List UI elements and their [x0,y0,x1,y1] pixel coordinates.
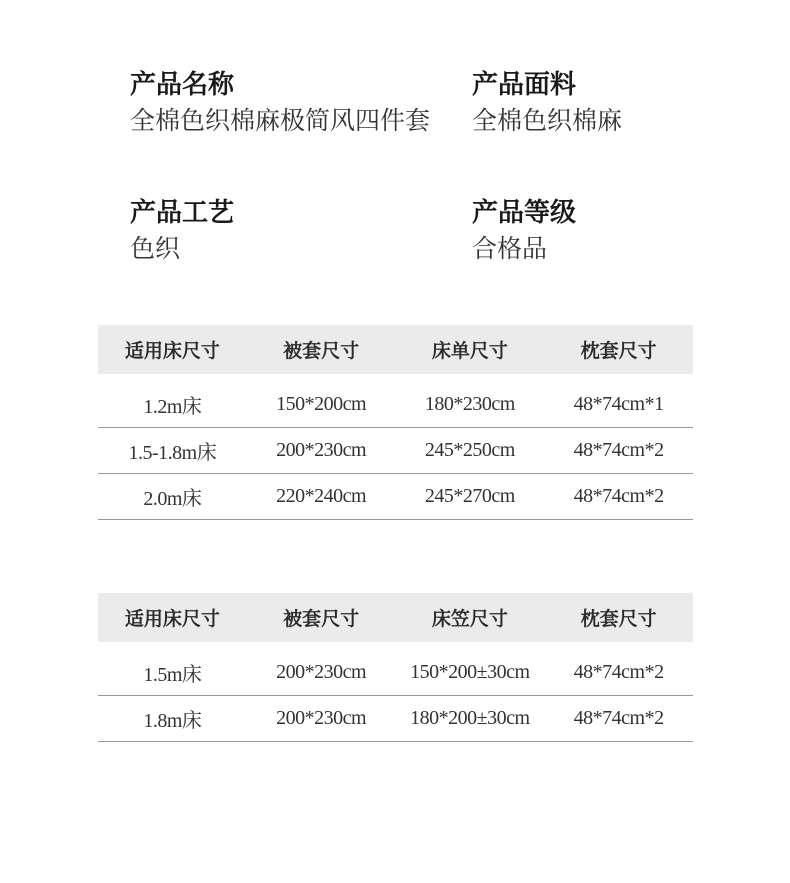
cell-bed-size: 1.8m床 [98,696,247,742]
header-bed-size: 适用床尺寸 [98,325,247,374]
cell-duvet-size: 200*230cm [247,696,396,742]
table-row [98,428,693,474]
header-fitted-sheet-size: 床笠尺寸 [396,593,545,642]
cell-sheet-size: 180*230cm [396,382,545,428]
cell-bed-size: 1.2m床 [98,382,247,428]
product-fabric-block [472,68,622,138]
header-duvet-size: 被套尺寸 [247,593,396,642]
table-row [98,474,693,520]
product-name-block [130,68,430,138]
header-pillowcase-size: 枕套尺寸 [544,593,693,642]
cell-pillowcase-size: 48*74cm*2 [544,474,693,520]
cell-bed-size: 1.5-1.8m床 [98,428,247,474]
cell-sheet-size: 245*250cm [396,428,545,474]
flat-sheet-size-table [98,325,693,520]
product-grade-value: 合格品 [472,234,548,263]
cell-bed-size: 1.5m床 [98,650,247,696]
product-grade-label: 产品等级 [472,198,577,228]
fitted-sheet-size-table [98,593,693,742]
table-row [98,696,693,742]
product-craft-value: 色织 [130,234,181,263]
cell-pillowcase-size: 48*74cm*2 [544,696,693,742]
product-craft-block [130,196,234,266]
table-header-row [98,593,693,642]
product-fabric-value: 全棉色织棉麻 [472,106,623,135]
cell-duvet-size: 200*230cm [247,428,396,474]
cell-pillowcase-size: 48*74cm*1 [544,382,693,428]
table-row [98,650,693,696]
product-name-value: 全棉色织棉麻极简风四件套 [130,106,431,135]
cell-pillowcase-size: 48*74cm*2 [544,428,693,474]
header-duvet-size: 被套尺寸 [247,325,396,374]
cell-sheet-size: 245*270cm [396,474,545,520]
cell-duvet-size: 200*230cm [247,650,396,696]
cell-fitted-sheet-size: 180*200±30cm [396,696,545,742]
cell-bed-size: 2.0m床 [98,474,247,520]
cell-fitted-sheet-size: 150*200±30cm [396,650,545,696]
product-craft-label: 产品工艺 [130,198,235,228]
table-row [98,382,693,428]
product-name-label: 产品名称 [130,70,235,100]
cell-duvet-size: 150*200cm [247,382,396,428]
header-bed-size: 适用床尺寸 [98,593,247,642]
product-grade-block [472,196,576,266]
product-fabric-label: 产品面料 [472,70,577,100]
cell-pillowcase-size: 48*74cm*2 [544,650,693,696]
header-pillowcase-size: 枕套尺寸 [544,325,693,374]
cell-duvet-size: 220*240cm [247,474,396,520]
header-sheet-size: 床单尺寸 [396,325,545,374]
table-header-row [98,325,693,374]
